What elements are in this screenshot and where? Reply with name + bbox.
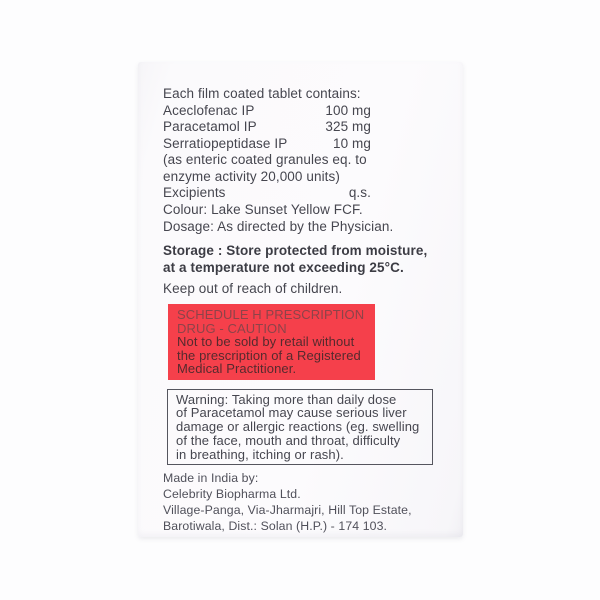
medicine-carton-back-panel — [138, 62, 463, 537]
warning-line: Warning: Taking more than daily dose — [176, 391, 397, 407]
excipients-amount: q.s. — [348, 185, 371, 200]
ingredient-name: Serratiopeptidase IP — [163, 135, 288, 151]
company-name: Celebrity Biopharma Ltd. — [163, 487, 301, 502]
schedule-h-box — [168, 304, 375, 380]
keep-out-of-reach-line: Keep out of reach of children. — [163, 280, 343, 296]
ingredient-row — [163, 119, 371, 136]
excipients-label: Excipients — [163, 185, 226, 200]
ingredient-amount: 100 mg — [325, 102, 371, 118]
address-line: Barotiwala, Dist.: Solan (H.P.) - 174 103. — [163, 519, 388, 534]
schedule-body-line: Medical Practitioner. — [177, 361, 297, 376]
granules-note-line: (as enteric coated granules eq. to — [163, 152, 367, 167]
schedule-heading-line: SCHEDULE H PRESCRIPTION — [177, 307, 365, 322]
composition-section — [163, 86, 463, 236]
warning-line: in breathing, itching or rash). — [176, 446, 344, 462]
schedule-body-line: Not to be sold by retail without — [177, 334, 355, 349]
ingredient-amount: 10 mg — [332, 135, 371, 151]
ingredient-amount: 325 mg — [325, 119, 371, 134]
storage-line: Storage : Store protected from moisture, — [163, 242, 428, 258]
warning-line: of the face, mouth and throat, difficulty — [176, 432, 401, 448]
ingredient-row — [163, 103, 371, 120]
manufacturer-section — [163, 470, 463, 534]
storage-line: at a temperature not exceeding 25°C. — [163, 259, 404, 275]
schedule-body-line: the prescription of a Registered — [177, 347, 361, 363]
schedule-heading-line: DRUG - CAUTION — [177, 320, 287, 336]
paracetamol-warning-box — [167, 389, 433, 466]
storage-section — [163, 242, 463, 276]
address-line: Village-Panga, Via-Jharmajri, Hill Top Estate, — [163, 503, 412, 518]
granules-note-line: enzyme activity 20,000 units) — [163, 168, 340, 184]
warning-line: of Paracetamol may cause serious liver — [176, 405, 407, 421]
colour-line: Colour: Lake Sunset Yellow FCF. — [163, 201, 363, 217]
dosage-line: Dosage: As directed by the Physician. — [163, 219, 394, 234]
ingredient-name: Paracetamol IP — [163, 119, 257, 134]
warning-line: damage or allergic reactions (eg. swelling — [176, 419, 420, 435]
composition-header: Each film coated tablet contains: — [163, 86, 361, 101]
ingredient-row — [163, 136, 371, 153]
ingredient-name: Aceclofenac IP — [163, 102, 255, 118]
excipients-row — [163, 185, 371, 202]
made-in-line: Made in India by: — [163, 471, 259, 486]
